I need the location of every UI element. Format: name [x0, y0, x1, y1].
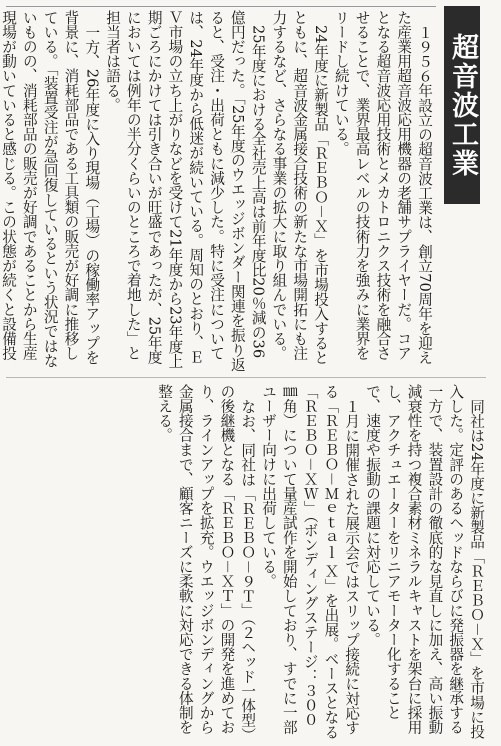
- paragraph: なお、同社は「ＲＥＢＯ－９Ｔ」（２ヘッド一体型）の後継機となる「ＲＥＢＯ－ＸＴ」の開発を進めており、ラインアップを拡充。ウエッジボンディングから金属接合まで、顧客ニーズに柔軟に対応できる体制を整える。: [156, 384, 257, 735]
- paragraph: １９５６年設立の超音波工業は、創立70周年を迎えた産業用超音波応用機器の老舗サプライヤーだ。コアとなる超音波応用技術とメカトロニクス技術を融合させることで、業界最高レベルの技術力を強みに業界をリードし続けている。: [332, 10, 433, 365]
- column-divider: [6, 377, 486, 378]
- paragraph: １月に開催された展示会ではスリップ接続に対応する「ＲＥＢＯ－Ｍｅｔａｌ Ｘ」を出展。ベースとなる「ＲＥＢＯ－ＸＷ」（ボンディングステージ：３００㎜角）について量産試作を開始しており、すでに一部ユーザー向けに出荷している。: [260, 384, 361, 740]
- paragraph: 一方、26年度に入り現場（工場）の稼働率アップを背景に、消耗部品である工具類の販売が好調に推移している。「装置受注が急回復しているという状況ではないものの、消耗部品の販売が好調であることから生産現場が動いていると感じる。この状態が続くと設備投: [0, 10, 101, 368]
- article-lower-body: [2, 384, 486, 740]
- article-upper-body: [2, 10, 434, 372]
- paragraph: 同社は24年度に新製品「ＲＥＢＯ－Ｘ」を市場に投入した。定評のあるヘッドならびに発振器を継承する一方で、装置設計の徹底的な見直しに加え、高い振動減衰性を持つ複合素材ミネラルキャストを架台に採用し、アクチュエーターをリニアモーター化することで、速度や振動の課題に対応している。: [364, 384, 485, 739]
- paragraph: 24年度に新製品「ＲＥＢＯ－Ｘ」を市場投入するとともに、超音波金属接合技術の新たな市場開拓にも注力するなど、さらなる事業の拡大に取り組んでいる。: [270, 10, 330, 365]
- paragraph: 25年度における全社売上高は前年度比20％減の36億円だった。「25年度のウエッジボンダー関連を振り返ると、受注・出荷ともに減少した。特に受注については、24年度から低迷が続いている。周知のとおり、ＥＶ市場の立ち上がりなどを受けて21年度から23年度上期ごろにかけては引き合いが旺盛であったが、25年度においては例年の半分くらいのところで着地した」と担当者は語る。: [104, 10, 267, 372]
- section-title: 超音波工業: [444, 6, 480, 204]
- top-rule: [6, 6, 436, 7]
